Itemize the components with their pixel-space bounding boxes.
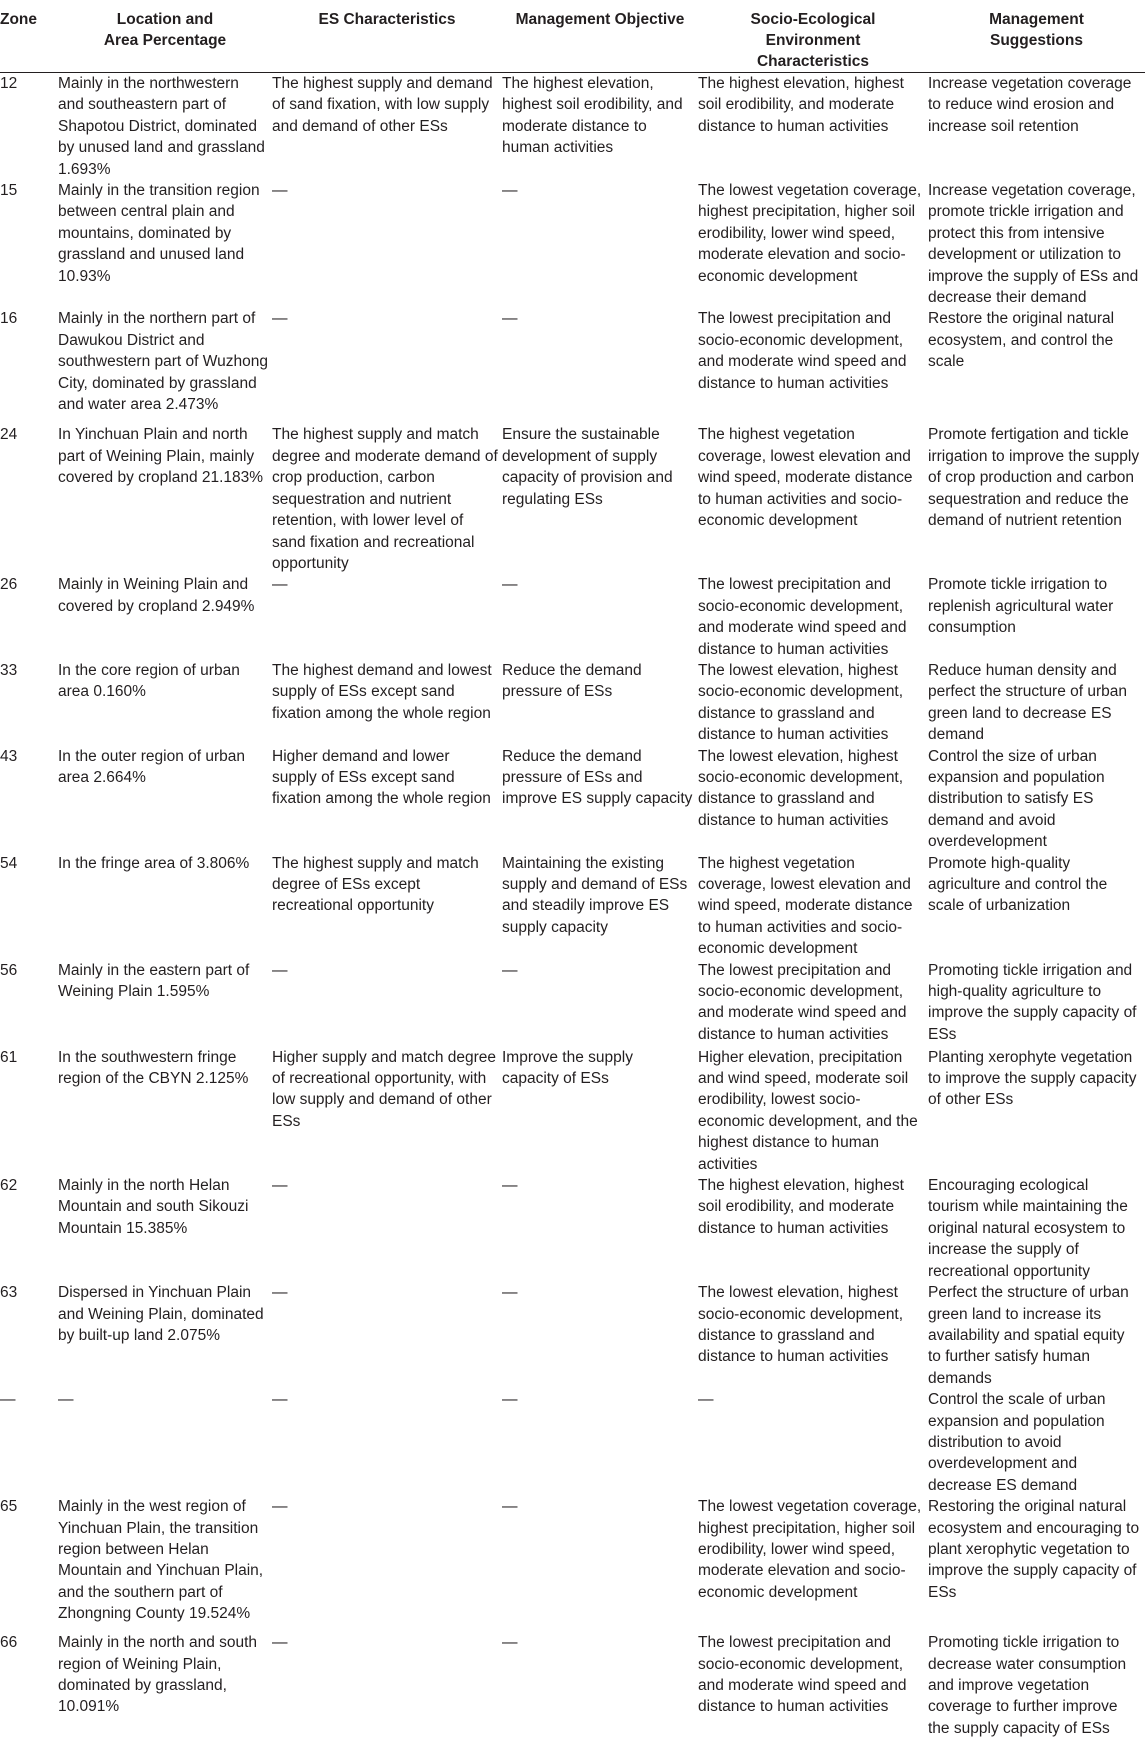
cell-management-objective: The highest elevation, highest soil erodibility, and moderate distance to human activities [502,75,683,157]
table-header [0,0,1145,73]
cell-zone: 61 [0,1048,18,1066]
cell-management-objective: — [502,310,518,328]
table-row [0,1389,1145,1496]
cell-socio-ecological: The lowest precipitation and socio-economic development, and moderate wind speed and distance to human activities [698,961,907,1043]
cell-management-suggestions: Control the scale of urban expansion and population distribution to avoid overdevelopment and decrease ES demand [928,1391,1106,1494]
cell-location: In the core region of urban area 0.160% [58,661,240,701]
cell-zone: 66 [0,1634,18,1652]
header-location: Location and Area Percentage [58,0,272,73]
cell-socio-ecological: The highest elevation, highest soil erodibility, and moderate distance to human activities [698,75,904,135]
cell-socio-ecological: The lowest vegetation coverage, highest precipitation, higher soil erodibility, lower wind speed, moderate elevation and socio-economic development [698,1498,922,1601]
cell-es-characteristics: Higher supply and match degree of recreational opportunity, with low supply and demand of other ESs [272,1048,497,1130]
cell-es-characteristics: The highest supply and demand of sand fixation, with low supply and demand of other ESs [272,75,493,135]
cell-location: In the southwestern fringe region of the CBYN 2.125% [58,1048,249,1088]
cell-zone: 62 [0,1177,18,1195]
cell-location: In Yinchuan Plain and north part of Weining Plain, mainly covered by cropland 21.183% [58,426,264,487]
cell-management-suggestions: Restore the original natural ecosystem, and control the scale [928,310,1115,371]
cell-management-suggestions: Promote fertigation and tickle irrigation to improve the supply of crop production and carbon sequestration and reduce the demand of nutrient retention [928,426,1140,530]
cell-management-objective: — [502,1634,518,1652]
cell-management-suggestions: Promoting tickle irrigation to decrease water consumption and improve vegetation coverage to further improve the supply capacity of ESs [928,1634,1127,1737]
table-row [0,73,1145,181]
cell-zone: 54 [0,854,18,872]
cell-es-characteristics: — [272,310,288,328]
cell-management-suggestions: Promote high-quality agriculture and control the scale of urbanization [928,854,1108,915]
cell-location: Mainly in the transition region between central plain and mountains, dominated by grassland and unused land 10.93% [58,182,260,285]
header-es-characteristics: ES Characteristics [272,0,502,73]
cell-socio-ecological: — [698,1391,714,1409]
cell-management-objective: — [502,1391,518,1409]
header-management-objective: Management Objective [502,0,698,73]
table-body [0,73,1145,1740]
table-row [0,180,1145,308]
cell-management-objective: Ensure the sustainable development of supply capacity of provision and regulating ESs [502,426,673,508]
cell-socio-ecological: The lowest vegetation coverage, highest precipitation, higher soil erodibility, lower wind speed, moderate elevation and socio-economic development [698,182,922,285]
cell-es-characteristics: — [272,961,288,979]
cell-management-objective: — [502,576,518,594]
cell-socio-ecological: The highest vegetation coverage, lowest elevation and wind speed, moderate distance to human activities and socio-economic development [698,426,913,530]
header-socio-ecological: Socio-Ecological Environment Characteristics [698,0,928,73]
header-management-suggestions: Management Suggestions [928,0,1145,73]
cell-es-characteristics: — [272,1498,288,1516]
cell-management-objective: Maintaining the existing supply and demand of ESs and steadily improve ES supply capacity [502,854,688,936]
cell-es-characteristics: Higher demand and lower supply of ESs except sand fixation among the whole region [272,747,491,808]
cell-management-objective: Reduce the demand pressure of ESs and improve ES supply capacity [502,747,693,808]
table-row [0,1175,1145,1282]
cell-location: Mainly in the northern part of Dawukou District and southwestern part of Wuzhong City, dominated by grassland and water area 2.473% [58,310,268,414]
cell-management-suggestions: Planting xerophyte vegetation to improve the supply capacity of other ESs [928,1048,1137,1109]
cell-zone: 63 [0,1284,18,1302]
cell-management-suggestions: Increase vegetation coverage to reduce wind erosion and increase soil retention [928,75,1132,135]
cell-es-characteristics: — [272,1284,288,1302]
cell-location: Dispersed in Yinchuan Plain and Weining Plain, dominated by built-up land 2.075% [58,1284,264,1344]
table-row [0,1282,1145,1389]
header-row [0,0,1145,73]
cell-zone: 24 [0,426,18,444]
cell-socio-ecological: The highest vegetation coverage, lowest elevation and wind speed, moderate distance to human activities and socio-economic development [698,854,913,958]
cell-es-characteristics: The highest supply and match degree and moderate demand of crop production, carbon sequestration and nutrient retention, with lower level of sand fixation and recreational opportunity [272,426,498,572]
cell-management-objective: — [502,1284,518,1302]
cell-es-characteristics: — [272,576,288,594]
table-row [0,853,1145,960]
cell-socio-ecological: The lowest precipitation and socio-economic development, and moderate wind speed and distance to human activities [698,310,907,392]
cell-management-objective: — [502,182,518,200]
cell-management-objective: — [502,1498,518,1516]
table-row [0,574,1145,660]
cell-zone: 15 [0,182,18,200]
cell-location: Mainly in the north and south region of Weining Plain, dominated by grassland, 10.091% [58,1634,258,1716]
cell-location: In the outer region of urban area 2.664% [58,747,245,786]
cell-location: Mainly in the northwestern and southeastern part of Shapotou District, dominated by unused land and grassland 1.693% [58,75,265,178]
cell-es-characteristics: — [272,1391,288,1409]
cell-zone: 16 [0,310,18,328]
cell-zone: 56 [0,961,18,979]
cell-location: Mainly in the north Helan Mountain and south Sikouzi Mountain 15.385% [58,1177,249,1237]
cell-management-objective: — [502,1177,518,1195]
table-row [0,1632,1145,1739]
cell-management-suggestions: Restoring the original natural ecosystem and encouraging to plant xerophytic vegetation to improve the supply capacity of ESs [928,1498,1140,1601]
cell-es-characteristics: — [272,1634,288,1652]
cell-location: Mainly in Weining Plain and covered by cropland 2.949% [58,576,255,615]
cell-zone: 43 [0,747,18,765]
cell-management-objective: — [502,961,518,979]
cell-zone: 26 [0,576,18,594]
cell-management-suggestions: Promote tickle irrigation to replenish agricultural water consumption [928,576,1114,637]
cell-management-suggestions: Increase vegetation coverage, promote trickle irrigation and protect this from intensive development or utilization to improve the supply of ESs and decrease their demand [928,182,1139,307]
cell-location: Mainly in the west region of Yinchuan Plain, the transition region between Helan Mountain and Yinchuan Plain, and the southern part of Zhongning County 19.524% [58,1498,264,1623]
cell-zone: 65 [0,1498,18,1516]
cell-management-objective: Reduce the demand pressure of ESs [502,661,642,701]
cell-es-characteristics: The highest demand and lowest supply of ESs except sand fixation among the whole region [272,661,492,722]
cell-es-characteristics: — [272,1177,288,1195]
table-row [0,308,1145,424]
cell-socio-ecological: The lowest elevation, highest socio-economic development, distance to grassland and distance to human activities [698,747,904,829]
table-row [0,1496,1145,1632]
cell-zone: 33 [0,661,18,679]
cell-management-suggestions: Perfect the structure of urban green land to increase its availability and spatial equity to further satisfy human demands [928,1284,1129,1387]
cell-location: In the fringe area of 3.806% [58,854,250,872]
cell-socio-ecological: The lowest precipitation and socio-economic development, and moderate wind speed and distance to human activities [698,1634,907,1716]
cell-es-characteristics: — [272,182,288,200]
cell-es-characteristics: The highest supply and match degree of ESs except recreational opportunity [272,854,479,915]
cell-zone: 12 [0,75,18,92]
cell-management-suggestions: Reduce human density and perfect the structure of urban green land to decrease ES demand [928,661,1128,744]
cell-management-suggestions: Control the size of urban expansion and population distribution to satisfy ES demand and avoid overdevelopment [928,747,1105,851]
cell-management-suggestions: Promoting tickle irrigation and high-quality agriculture to improve the supply capacity of ESs [928,961,1137,1043]
cell-socio-ecological: The lowest precipitation and socio-economic development, and moderate wind speed and distance to human activities [698,576,907,658]
header-zone: Zone [0,0,58,73]
cell-location: — [58,1391,74,1409]
cell-location: Mainly in the eastern part of Weining Plain 1.595% [58,961,250,1001]
cell-management-objective: Improve the supply capacity of ESs [502,1048,633,1088]
cell-zone: — [0,1391,16,1409]
cell-socio-ecological: The lowest elevation, highest socio-economic development, distance to grassland and distance to human activities [698,1284,904,1366]
table-row [0,960,1145,1047]
table-row [0,1047,1145,1175]
table-row [0,746,1145,853]
cell-socio-ecological: The lowest elevation, highest socio-economic development, distance to grassland and distance to human activities [698,661,904,744]
table-row [0,660,1145,746]
table-row [0,424,1145,574]
cell-socio-ecological: The highest elevation, highest soil erodibility, and moderate distance to human activities [698,1177,904,1237]
cell-socio-ecological: Higher elevation, precipitation and wind speed, moderate soil erodibility, lowest socio-economic development, and the highest distance to human activities [698,1048,918,1173]
cell-management-suggestions: Encouraging ecological tourism while maintaining the original natural ecosystem to increase the supply of recreational opportunity [928,1177,1128,1280]
